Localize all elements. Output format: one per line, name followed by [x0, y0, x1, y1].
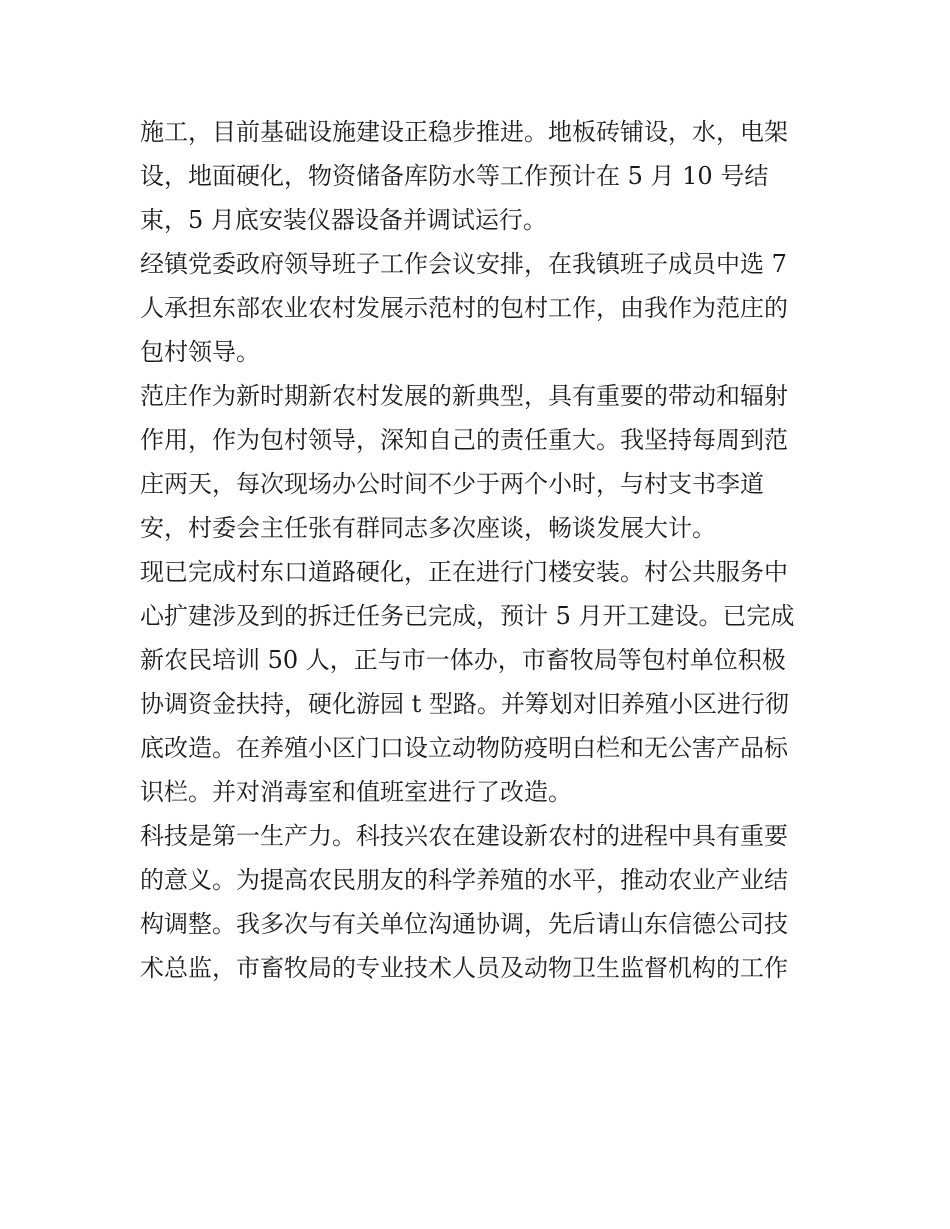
text-line: 底改造。在养殖小区门口设立动物防疫明白栏和无公害产品标: [140, 734, 788, 762]
text-line: 科技是第一生产力。科技兴农在建设新农村的进程中具有重要: [140, 822, 788, 850]
text-line: 构调整。我多次与有关单位沟通协调，先后请山东信德公司技: [140, 910, 788, 938]
paragraph-completed-works: [140, 550, 820, 814]
text-line: 心扩建涉及到的拆迁任务已完成，预计 5 月开工建设。已完成: [140, 602, 795, 630]
text-line: 经镇党委政府领导班子工作会议安排，在我镇班子成员中选 7: [140, 250, 787, 278]
text-line: 包村领导。: [140, 338, 260, 366]
paragraph-construction-progress: [140, 110, 820, 242]
text-line: 安，村委会主任张有群同志多次座谈，畅谈发展大计。: [140, 514, 716, 542]
text-line: 人承担东部农业农村发展示范村的包村工作，由我作为范庄的: [140, 294, 788, 322]
document-body: [140, 110, 820, 990]
text-line: 设，地面硬化，物资储备库防水等工作预计在 5 月 10 号结: [140, 162, 769, 190]
text-line: 新农民培训 50 人，正与市一体办，市畜牧局等包村单位积极: [140, 646, 786, 674]
text-line: 的意义。为提高农民朋友的科学养殖的水平，推动农业产业结: [140, 866, 788, 894]
paragraph-fanzhuang-role: [140, 374, 820, 550]
text-line: 施工，目前基础设施建设正稳步推进。地板砖铺设，水，电架: [140, 118, 788, 146]
text-line: 协调资金扶持，硬化游园 t 型路。并筹划对旧养殖小区进行彻: [140, 690, 789, 718]
text-line: 识栏。并对消毒室和值班室进行了改造。: [140, 778, 572, 806]
text-line: 术总监，市畜牧局的专业技术人员及动物卫生监督机构的工作: [140, 954, 788, 982]
paragraph-technology: [140, 814, 820, 990]
paragraph-village-assignment: [140, 242, 820, 374]
text-line: 作用，作为包村领导，深知自己的责任重大。我坚持每周到范: [140, 426, 788, 454]
text-line: 范庄作为新时期新农村发展的新典型，具有重要的带动和辐射: [140, 382, 788, 410]
text-line: 现已完成村东口道路硬化，正在进行门楼安装。村公共服务中: [140, 558, 788, 586]
text-line: 束，5 月底安装仪器设备并调试运行。: [140, 206, 547, 234]
text-line: 庄两天，每次现场办公时间不少于两个小时，与村支书李道: [140, 470, 764, 498]
